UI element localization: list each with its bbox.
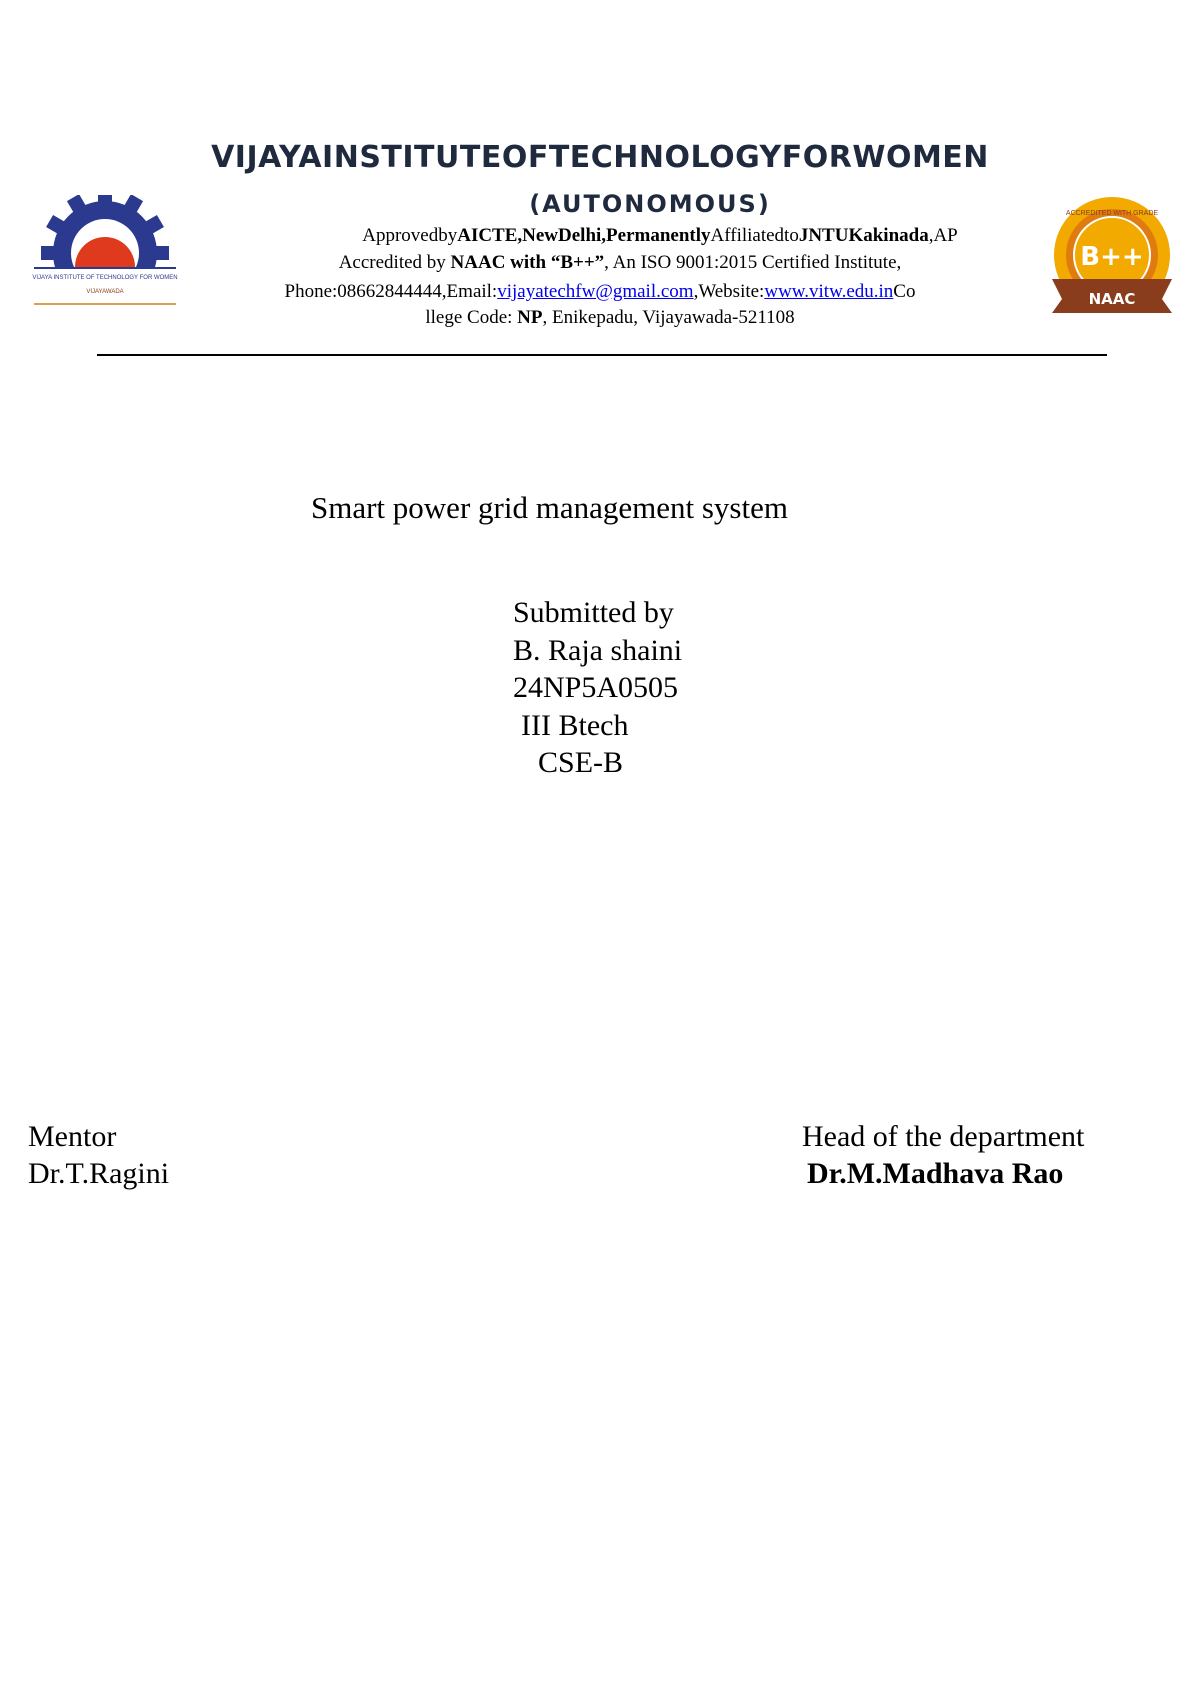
svg-text:VIJAYAWADA: VIJAYAWADA xyxy=(86,289,124,295)
roll-number: 24NP5A0505 xyxy=(513,671,679,704)
email-link[interactable]: vijayatechfw@gmail.com xyxy=(497,281,694,302)
svg-text:NAAC: NAAC xyxy=(1088,290,1136,308)
website-link[interactable]: www.vitw.edu.in xyxy=(764,281,894,302)
mentor-label: Mentor xyxy=(28,1120,117,1153)
autonomous-label: (AUTONOMOUS) xyxy=(529,190,771,218)
college-code-line: llege Code: NP, Enikepadu, Vijayawada-521108 xyxy=(425,307,795,328)
svg-text:VIJAYA INSTITUTE OF TECHNOLOGY: VIJAYA INSTITUTE OF TECHNOLOGY FOR WOMEN xyxy=(32,275,178,281)
hod-label: Head of the department xyxy=(802,1120,1085,1153)
svg-text:ACCREDITED WITH GRADE: ACCREDITED WITH GRADE xyxy=(1065,210,1159,217)
hod-name: Dr.M.Madhava Rao xyxy=(807,1157,1064,1190)
year-label: III Btech xyxy=(521,709,629,742)
student-name: B. Raja shaini xyxy=(513,634,683,667)
section-label: CSE-B xyxy=(538,746,624,779)
mentor-name: Dr.T.Ragini xyxy=(28,1157,170,1190)
approval-line: ApprovedbyAICTE,NewDelhi,PermanentlyAffiliatedtoJNTUKakinada,AP xyxy=(362,225,958,246)
project-title: Smart power grid management system xyxy=(311,490,788,525)
institute-name: VIJAYAINSTITUTEOFTECHNOLOGYFORWOMEN xyxy=(211,140,989,175)
submitted-by-label: Submitted by xyxy=(513,596,674,629)
contact-line: Phone:08662844444,Email:vijayatechfw@gmail.com,Website:www.vitw.edu.inCo xyxy=(284,281,916,302)
accreditation-line: Accredited by NAAC with “B++”, An ISO 9001:2015 Certified Institute, xyxy=(338,252,902,273)
svg-text:B++: B++ xyxy=(1080,242,1144,272)
header-divider xyxy=(97,354,1107,356)
